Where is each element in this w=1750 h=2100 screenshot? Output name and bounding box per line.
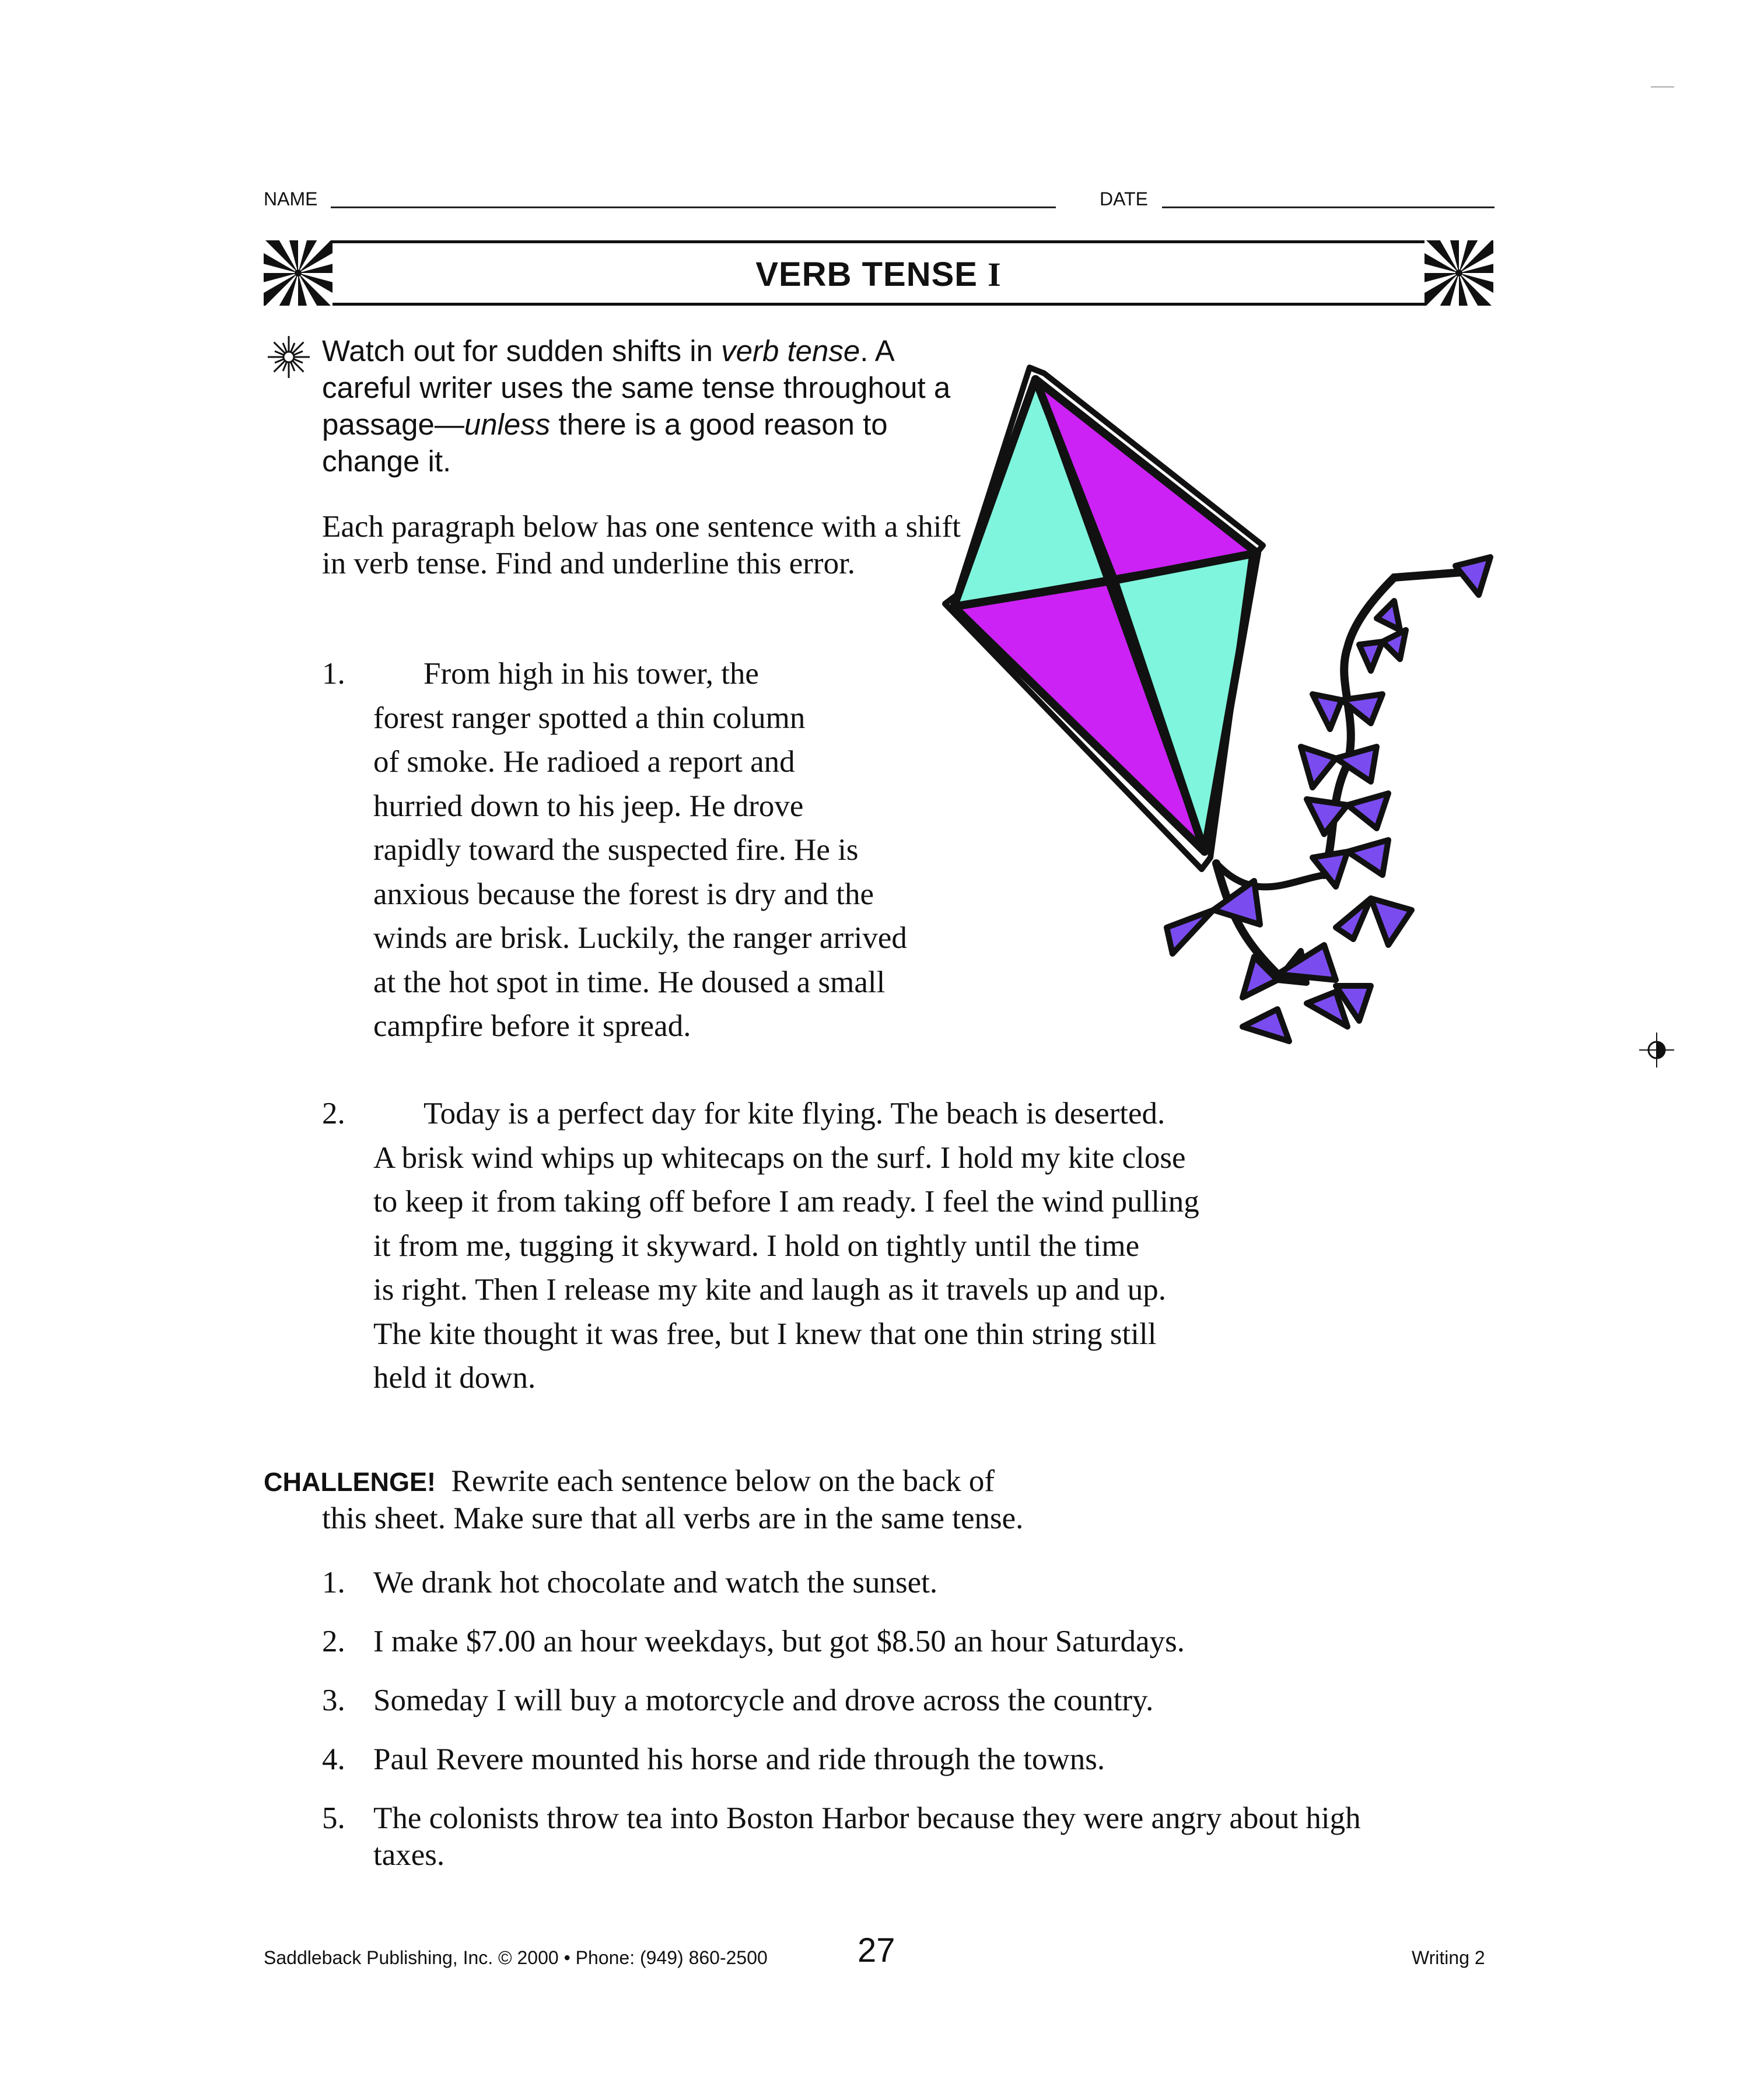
- challenge-item-3: 3. Someday I will buy a motorcycle and drove across the country.: [322, 1684, 1154, 1717]
- starburst-bullet-icon: [265, 334, 312, 380]
- paragraph-line: is right. Then I release my kite and laugh as it travels up and up.: [373, 1273, 1167, 1307]
- date-label: DATE: [1100, 188, 1148, 209]
- paragraph-line: at the hot spot in time. He doused a small: [373, 965, 886, 999]
- paragraph-number: 1.: [322, 657, 345, 691]
- page-title: VERB TENSE I: [755, 256, 1002, 293]
- paragraph-line: From high in his tower, the: [424, 657, 759, 691]
- date-field[interactable]: [1162, 206, 1494, 208]
- paragraph-line: winds are brisk. Luckily, the ranger arrived: [373, 921, 907, 955]
- paragraph-number: 2.: [322, 1097, 345, 1130]
- name-field[interactable]: [331, 206, 1056, 208]
- footer-publisher: Saddleback Publishing, Inc. © 2000 • Phone: (949) 860-2500: [264, 1947, 768, 1968]
- paragraph-line: rapidly toward the suspected fire. He is: [373, 833, 859, 867]
- page-number: 27: [858, 1931, 895, 1969]
- paragraph-line: forest ranger spotted a thin column: [373, 701, 806, 735]
- challenge-item-5: 5. The colonists throw tea into Boston Harbor because they were angry about high taxes.: [322, 1801, 1361, 1872]
- sunburst-right-icon: [1424, 240, 1493, 306]
- paragraph-line: it from me, tugging it skyward. I hold on tightly until the time: [373, 1228, 1140, 1263]
- kite-illustration: [928, 356, 1511, 1056]
- paragraph-line: held it down.: [373, 1361, 536, 1395]
- challenge-item-4: 4. Paul Revere mounted his horse and ride through the towns.: [322, 1742, 1105, 1776]
- registration-mark-icon: [1639, 1032, 1674, 1068]
- challenge-text-line-1: Rewrite each sentence below on the back of: [451, 1464, 995, 1498]
- crop-mark: [1651, 86, 1674, 88]
- footer-series: Writing 2: [1412, 1947, 1485, 1968]
- paragraph-line: A brisk wind whips up whitecaps on the surf. I hold my kite close: [373, 1140, 1186, 1175]
- challenge-section: [264, 1463, 1255, 1537]
- paragraph-line: to keep it from taking off before I am ready. I feel the wind pulling: [373, 1185, 1199, 1219]
- challenge-heading: CHALLENGE!: [264, 1467, 436, 1497]
- paragraph-line: Today is a perfect day for kite flying. The beach is deserted.: [424, 1097, 1166, 1130]
- intro-text: Watch out for sudden shifts in verb tense. A careful writer uses the same tense throughout a passage—unless there is a good reason to change it.: [322, 334, 951, 478]
- paragraph-line: hurried down to his jeep. He drove: [373, 789, 804, 823]
- challenge-text-line-2: this sheet. Make sure that all verbs are in the same tense.: [322, 1502, 1024, 1535]
- exercise-paragraph-2: [322, 1092, 1430, 1401]
- paragraph-line: anxious because the forest is dry and the: [373, 877, 874, 911]
- instructions-text: Each paragraph below has one sentence with a shift in verb tense. Find and underline this error.: [322, 510, 961, 580]
- title-bar: [264, 240, 1493, 306]
- paragraph-line: of smoke. He radioed a report and: [373, 745, 795, 779]
- paragraph-line: The kite thought it was free, but I knew that one thin string still: [373, 1317, 1157, 1351]
- paragraph-line: campfire before it spread.: [373, 1009, 691, 1043]
- name-label: NAME: [264, 188, 318, 209]
- challenge-item-1: 1. We drank hot chocolate and watch the sunset.: [322, 1566, 938, 1600]
- challenge-item-2: 2. I make $7.00 an hour weekdays, but got $8.50 an hour Saturdays.: [322, 1625, 1185, 1658]
